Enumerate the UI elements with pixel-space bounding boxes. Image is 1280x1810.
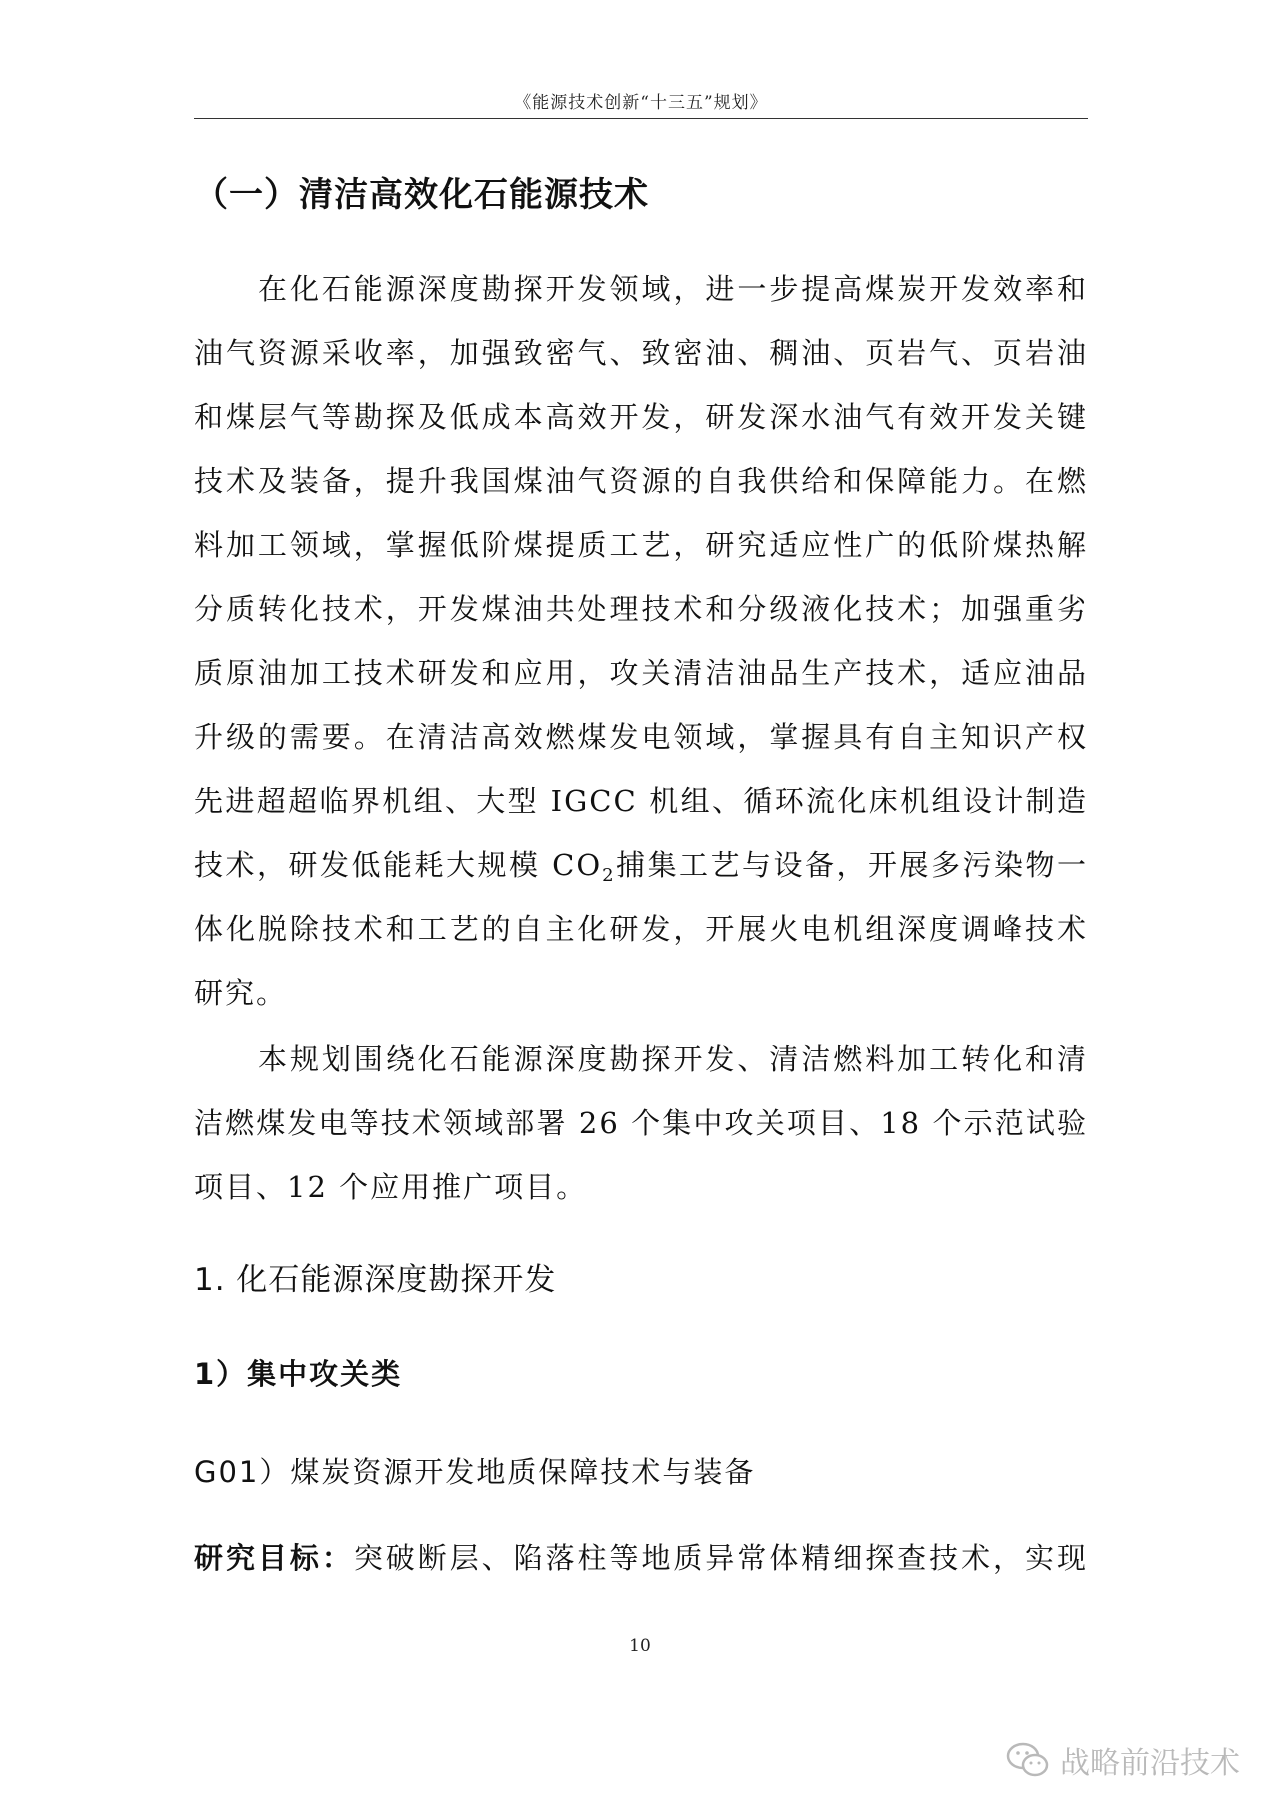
text-fragment: 捕集工艺与设备，开展多污染物一: [615, 848, 1088, 882]
text-line: 项目、12 个应用推广项目。: [194, 1170, 588, 1204]
text-line: 技术及装备，提升我国煤油气资源的自我供给和保障能力。在燃: [194, 464, 1088, 498]
text-line: 先进超超临界机组、大型 IGCC 机组、循环流化床机组设计制造: [194, 784, 1088, 818]
subscript: 2: [602, 865, 616, 886]
text-line-with-co2: [194, 833, 1088, 897]
paragraph-1: [194, 257, 1088, 1025]
item-title: G01）煤炭资源开发地质保障技术与装备: [194, 1455, 756, 1489]
text-line: 体化脱除技术和工艺的自主化研发，开展火电机组深度调峰技术: [194, 912, 1088, 946]
research-goal: [194, 1536, 1088, 1577]
text-line: 质原油加工技术研发和应用，攻关清洁油品生产技术，适应油品: [194, 656, 1088, 690]
text-line: 在化石能源深度勘探开发领域，进一步提高煤炭开发效率和: [258, 272, 1088, 306]
running-header: 《能源技术创新“十三五”规划》: [514, 93, 768, 113]
wechat-icon: [1006, 1741, 1050, 1779]
header-divider: [194, 118, 1088, 119]
text-line: 本规划围绕化石能源深度勘探开发、清洁燃料加工转化和清: [258, 1042, 1088, 1076]
paragraph-2: [194, 1027, 1088, 1219]
text-fragment: 技术，研发低能耗大规模 CO: [194, 848, 603, 882]
text-line: 升级的需要。在清洁高效燃煤发电领域，掌握具有自主知识产权: [194, 720, 1088, 754]
section-heading: （一）清洁高效化石能源技术: [194, 175, 649, 215]
text-line: 分质转化技术，开发煤油共处理技术和分级液化技术；加强重劣: [194, 592, 1088, 626]
goal-label: 研究目标：: [194, 1541, 354, 1575]
text-line: 料加工领域，掌握低阶煤提质工艺，研究适应性广的低阶煤热解: [194, 528, 1088, 562]
text-line: 洁燃煤发电等技术领域部署 26 个集中攻关项目、18 个示范试验: [194, 1106, 1088, 1140]
category-heading: 1）集中攻关类: [194, 1357, 403, 1391]
watermark-text: 战略前沿技术: [1060, 1746, 1240, 1781]
text-line: 和煤层气等勘探及低成本高效开发，研发深水油气有效开发关键: [194, 400, 1088, 434]
watermark: [1006, 1738, 1240, 1782]
text-line: 研究。: [194, 976, 288, 1010]
goal-text: 突破断层、陷落柱等地质异常体精细探查技术，实现: [353, 1541, 1088, 1575]
text-line: 油气资源采收率，加强致密气、致密油、稠油、页岩气、页岩油: [194, 336, 1088, 370]
page-number: 10: [629, 1636, 651, 1656]
subsection-heading: 1. 化石能源深度勘探开发: [194, 1262, 557, 1298]
